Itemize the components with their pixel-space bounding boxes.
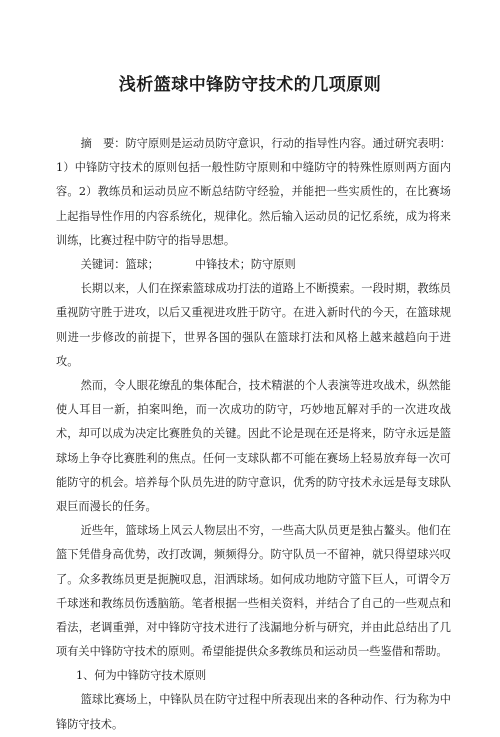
keywords-rest: 中锋技术；防守原则 xyxy=(194,258,296,272)
page-title: 浅析篮球中锋防守技术的几项原则 xyxy=(118,75,382,95)
body-paragraph-1: 长期以来，人们在探索篮球成功打法的道路上不断摸索。一段时期，教练员重视防守胜于进攻，以后又重视进攻胜于防守。在进入新时代的今天，在篮球规则进一步修改的前提下，世界各国的强队在篮球打法和风格上越来越趋向于进攻。 xyxy=(56,282,451,368)
keywords-label: 关键词：篮球； xyxy=(80,258,159,272)
body-paragraph-2: 然而，令人眼花缭乱的集体配合，技术精湛的个人表演等进攻战术，纵然能使人耳目一新，拍案叫绝，而一次成功的防守，巧妙地瓦解对手的一次进攻战术，却可以成为决定比赛胜负的关键。因此不论是现在还是将来，防守永远是篮球场上争夺比赛胜利的焦点。任何一支球队都不可能在赛场上轻易放弃每一次可能防守的机会。培养每个队员先进的防守意识，优秀的防守技术永远是每支球队艰巨而漫长的任务。 xyxy=(56,379,451,514)
section-heading: 1、何为中锋防守技术原则 xyxy=(76,669,207,683)
body-paragraph-3: 近些年，篮球场上风云人物层出不穷，一些高大队员更是独占鳌头。他们在篮下凭借身高优势，改打改调，频频得分。防守队员一不留神，就只得望球兴叹了。众多教练员更是扼腕叹息，泪洒球场。如何成功地防守篮下巨人，可谓令万千球迷和教练员伤透脑筋。笔者根据一些相关资料，并结合了自己的一些观点和看法，老调重弹，对中锋防守技术进行了浅漏地分析与研究，并由此总结出了几项有关中锋防守技术的原则。希望能提供众多教练员和运动员一些鉴借和帮助。 xyxy=(56,524,451,659)
abstract: 摘 要：防守原则是运动员防守意识，行动的指导性内容。通过研究表明：1）中锋防守技术的原则包括一般性防守原则和中缝防守的特殊性原则两方面内容。2）教练员和运动员应不断总结防守经验，并能把一些实质性的，在比赛场上起指导性作用的内容系统化，规律化。然后输入运动员的记忆系统，成为将来训练，比赛过程中防守的指导思想。 xyxy=(56,137,451,247)
keywords xyxy=(56,253,451,277)
body-paragraph-4: 篮球比赛场上，中锋队员在防守过程中所表现出来的各种动作、行为称为中锋防守技术。 xyxy=(56,693,451,731)
